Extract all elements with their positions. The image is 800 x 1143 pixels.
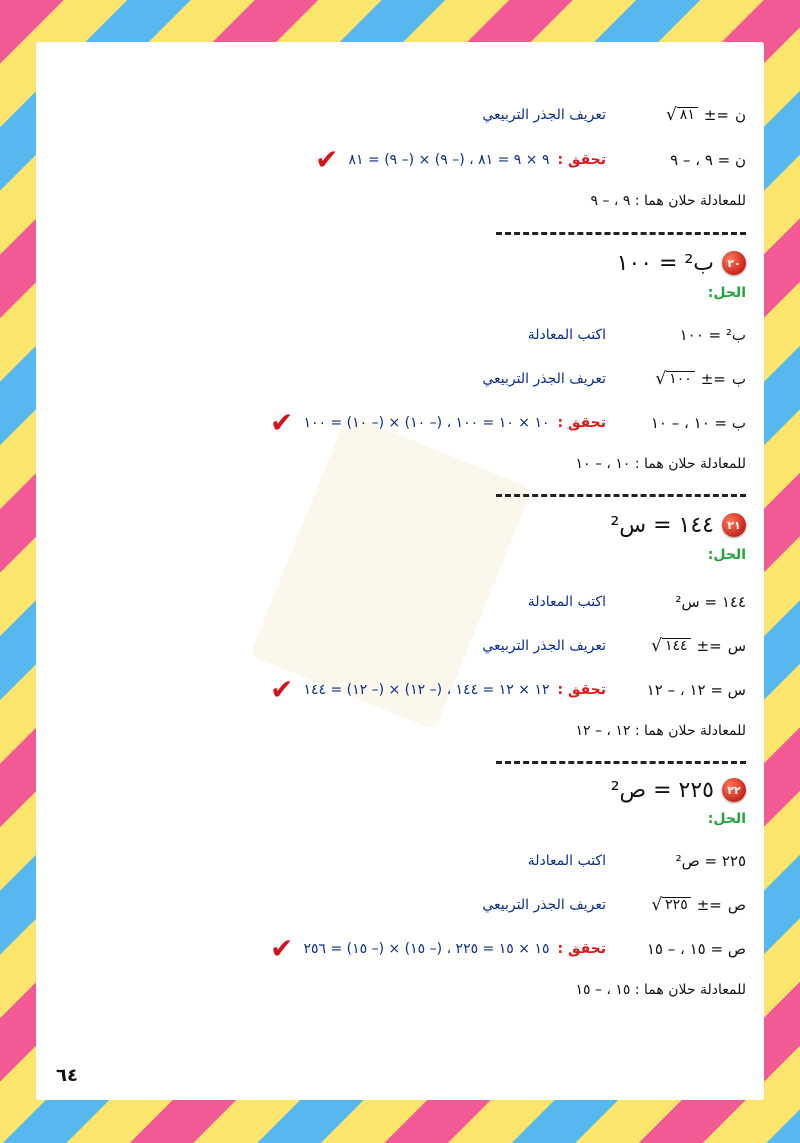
radical-icon: √ xyxy=(665,104,677,125)
verify-expression: ١٠ × ١٠ = ١٠٠ ، (– ١٠) × (– ١٠) = ١٠٠ xyxy=(303,415,550,431)
step-equation: ب² = ١٠٠ xyxy=(679,326,746,344)
step-root-lhs xyxy=(606,896,746,914)
verify-expression: ٩ × ٩ = ٨١ ، (– ٩) × (– ٩) = ٨١ xyxy=(348,152,550,168)
page-number: ٦٤ xyxy=(56,1065,78,1086)
conclusion: للمعادلة حلان هما : ٩ ، – ٩ xyxy=(590,193,746,209)
conclusion-line xyxy=(56,449,746,479)
conclusion: للمعادلة حلان هما : ١٢ ، – ١٢ xyxy=(575,723,746,739)
step-root-line xyxy=(56,364,746,394)
square-root xyxy=(665,104,698,125)
step-solutions-line xyxy=(56,675,746,705)
conclusion-line xyxy=(56,186,746,216)
page-content xyxy=(36,42,764,1100)
problem-equation: ١٤٤ = س² xyxy=(610,512,714,538)
variable: س xyxy=(727,637,746,655)
step-root-line xyxy=(56,631,746,661)
solution-label: الحل: xyxy=(707,547,746,563)
conclusion: للمعادلة حلان هما : ١٠ ، – ١٠ xyxy=(575,456,746,472)
step-solutions-line xyxy=(56,934,746,964)
separator xyxy=(496,761,746,764)
radical-icon: √ xyxy=(651,894,663,915)
step-note: تعريف الجذر التربيعي xyxy=(482,371,606,387)
check-mark-icon: ✔ xyxy=(269,673,294,706)
plus-minus-sign: =± xyxy=(703,106,729,124)
problem-number-badge: ٢٠ xyxy=(722,251,746,275)
problem-21-header xyxy=(610,508,746,542)
solution-label: الحل: xyxy=(707,811,746,827)
step-write-equation xyxy=(56,587,746,617)
radicand: ١٤٤ xyxy=(662,638,691,654)
verify-label: تحقق : xyxy=(557,152,606,168)
step-note: تعريف الجذر التربيعي xyxy=(482,638,606,654)
step-solutions: س = ١٢ ، – ١٢ xyxy=(646,681,746,699)
problem-20-header xyxy=(617,246,746,280)
square-root xyxy=(655,368,694,389)
problem-22-header xyxy=(611,773,746,807)
radicand: ٨١ xyxy=(677,107,698,123)
variable: ص xyxy=(727,896,746,914)
problem-equation: ٢٢٥ = ص² xyxy=(610,777,714,803)
step-write-equation xyxy=(56,846,746,876)
radicand: ١٠٠ xyxy=(666,371,695,387)
conclusion-line xyxy=(56,975,746,1005)
step-solutions: ص = ١٥ ، – ١٥ xyxy=(646,940,746,958)
conclusion-line xyxy=(56,716,746,746)
check-mark-icon: ✔ xyxy=(269,932,294,965)
verify-label: تحقق : xyxy=(557,682,606,698)
plus-minus-sign: =± xyxy=(700,370,726,388)
step-root-line xyxy=(56,890,746,920)
worksheet-page xyxy=(36,42,764,1100)
verify-label: تحقق : xyxy=(557,415,606,431)
step-root-line xyxy=(56,100,746,130)
check-mark-icon: ✔ xyxy=(315,143,339,176)
step-note: تعريف الجذر التربيعي xyxy=(482,897,606,913)
variable: ب xyxy=(731,370,746,388)
check-mark-icon: ✔ xyxy=(269,406,294,439)
step-solutions-line xyxy=(56,145,746,175)
step-note: اكتب المعادلة xyxy=(527,594,606,610)
step-write-equation xyxy=(56,320,746,350)
step-solutions: ن = ٩ ، – ٩ xyxy=(670,151,746,169)
step-equation: ٢٢٥ = ص² xyxy=(675,852,746,870)
step-solutions-line xyxy=(56,408,746,438)
step-note: اكتب المعادلة xyxy=(527,327,606,343)
step-note: اكتب المعادلة xyxy=(527,853,606,869)
problem-equation: ب² = ١٠٠ xyxy=(616,250,714,276)
step-solutions: ب = ١٠ ، – ١٠ xyxy=(650,414,746,432)
conclusion: للمعادلة حلان هما : ١٥ ، – ١٥ xyxy=(575,982,746,998)
radical-icon: √ xyxy=(655,368,667,389)
square-root xyxy=(651,635,690,656)
verify-label: تحقق : xyxy=(557,941,606,957)
verify-expression: ١٢ × ١٢ = ١٤٤ ، (– ١٢) × (– ١٢) = ١٤٤ xyxy=(303,682,550,698)
separator xyxy=(496,232,746,235)
square-root xyxy=(651,894,690,915)
step-note: تعريف الجذر التربيعي xyxy=(482,107,606,123)
step-root-lhs xyxy=(606,106,746,124)
step-root-lhs xyxy=(606,637,746,655)
verify-expression: ١٥ × ١٥ = ٢٢٥ ، (– ١٥) × (– ١٥) = ٢٥٦ xyxy=(303,941,550,957)
solution-label: الحل: xyxy=(707,285,746,301)
problem-number-badge: ٢٢ xyxy=(722,778,746,802)
radical-icon: √ xyxy=(651,635,662,656)
problem-number-badge: ٢١ xyxy=(722,513,746,537)
separator xyxy=(496,494,746,497)
radicand: ٢٢٥ xyxy=(662,897,691,913)
step-root-lhs xyxy=(606,370,746,388)
step-equation: ١٤٤ = س² xyxy=(675,593,746,611)
variable: ن xyxy=(734,106,746,124)
plus-minus-sign: =± xyxy=(696,637,722,655)
plus-minus-sign: =± xyxy=(696,896,722,914)
